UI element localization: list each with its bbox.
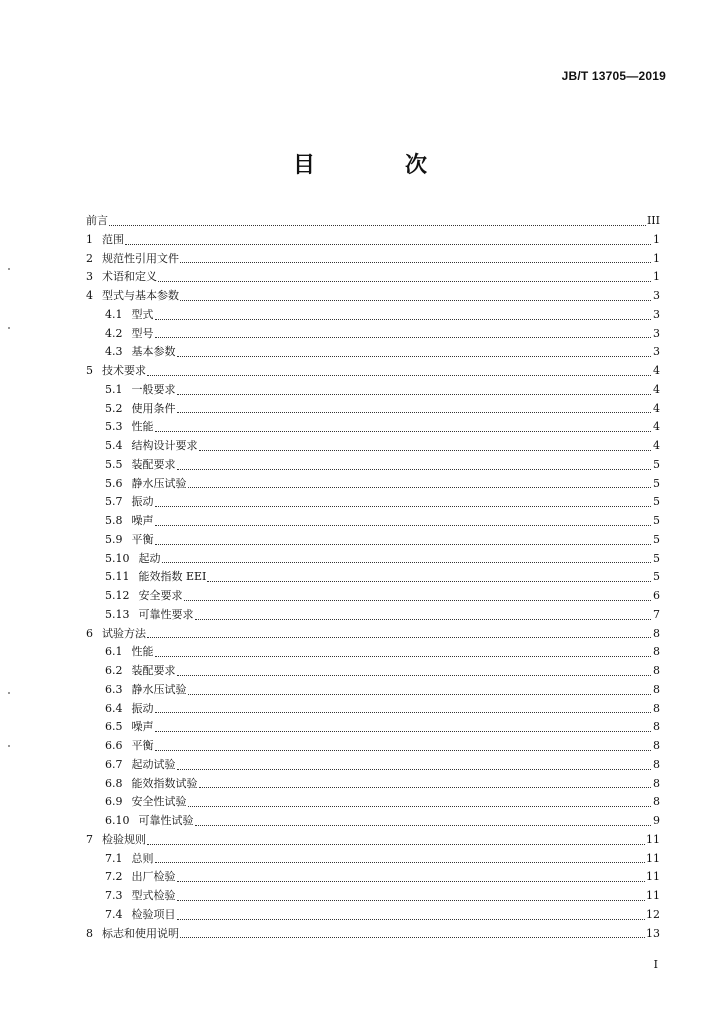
- toc-entry[interactable]: [86, 268, 660, 287]
- toc-entry[interactable]: [86, 812, 660, 831]
- toc-entry[interactable]: [86, 831, 660, 850]
- toc-entry-number: 7.3: [105, 889, 123, 902]
- toc-entry[interactable]: [86, 700, 660, 719]
- standard-number: JB/T 13705—2019: [561, 69, 666, 83]
- toc-entry-number: 5.4: [105, 439, 123, 452]
- toc-entry-number: 7.2: [105, 870, 123, 884]
- toc-entry-page: 9: [653, 814, 660, 827]
- toc-entry-label: 起动: [138, 551, 161, 565]
- toc-entry[interactable]: [86, 456, 660, 475]
- toc-entry-label: 检验项目: [131, 907, 176, 921]
- toc-entry-label: 安全性试验: [131, 795, 187, 809]
- toc-entry-page: 8: [653, 626, 660, 640]
- toc-entry-label: 前言: [86, 214, 108, 227]
- toc-entry-label: 范围: [102, 232, 124, 246]
- toc-entry-page: 5: [653, 457, 660, 471]
- dot-leader: [180, 300, 651, 301]
- toc-entry-number: 4.2: [105, 326, 123, 340]
- dot-leader: [177, 356, 652, 357]
- dot-leader: [177, 919, 646, 920]
- toc-entry-number: 6: [86, 626, 93, 640]
- toc-entry-number: 3: [86, 270, 93, 284]
- dot-leader: [180, 262, 651, 263]
- toc-entry[interactable]: [86, 306, 660, 325]
- toc-entry[interactable]: [86, 587, 660, 606]
- page-title: 目 次: [292, 153, 461, 178]
- dot-leader: [147, 844, 645, 845]
- toc-entry[interactable]: [86, 418, 660, 437]
- toc-entry-number: 4: [86, 289, 93, 302]
- dot-leader: [155, 544, 652, 545]
- toc-entry-number: 2: [86, 251, 93, 265]
- toc-entry[interactable]: [86, 362, 660, 381]
- toc-entry-page: 8: [653, 795, 660, 809]
- toc-entry-page: 4: [653, 364, 660, 377]
- table-of-contents: [86, 212, 660, 943]
- toc-entry-label: 平衡: [131, 532, 154, 546]
- toc-entry-number: 4.3: [105, 345, 123, 359]
- toc-entry-label: 型式检验: [131, 889, 176, 902]
- toc-entry[interactable]: [86, 531, 660, 550]
- toc-entry-number: 6.7: [105, 757, 123, 771]
- toc-entry-page: 6: [653, 589, 660, 602]
- toc-entry-page: 11: [646, 832, 660, 846]
- dot-leader: [177, 900, 646, 901]
- toc-entry-label: 术语和定义: [102, 270, 157, 284]
- toc-entry-page: 4: [653, 439, 660, 452]
- toc-entry-number: 8: [86, 926, 93, 940]
- toc-entry-label: 试验方法: [102, 626, 146, 640]
- toc-entry-number: 5.9: [105, 532, 123, 546]
- dot-leader: [177, 675, 652, 676]
- dot-leader: [125, 244, 651, 245]
- toc-entry-number: 6.6: [105, 739, 123, 752]
- toc-entry-label: 能效指数 EEI: [138, 570, 207, 584]
- toc-entry-label: 标志和使用说明: [102, 926, 179, 940]
- toc-entry[interactable]: [86, 643, 660, 662]
- toc-entry[interactable]: [86, 662, 660, 681]
- dot-leader: [155, 431, 652, 432]
- toc-entry-number: 6.8: [105, 776, 123, 790]
- margin-speck: [8, 268, 10, 270]
- toc-entry-label: 基本参数: [131, 345, 176, 359]
- dot-leader: [199, 450, 652, 451]
- toc-entry-number: 6.3: [105, 682, 123, 696]
- dot-leader: [188, 487, 652, 488]
- dot-leader: [155, 506, 652, 507]
- toc-entry[interactable]: [86, 718, 660, 737]
- toc-entry[interactable]: [86, 437, 660, 456]
- toc-entry-page: 8: [653, 720, 660, 734]
- toc-entry-page: 8: [653, 645, 660, 659]
- dot-leader: [177, 412, 652, 413]
- dot-leader: [158, 281, 651, 282]
- toc-entry[interactable]: [86, 756, 660, 775]
- toc-entry-page: 5: [653, 551, 660, 565]
- toc-entry-label: 噪声: [131, 720, 154, 734]
- toc-entry-page: 4: [653, 382, 660, 396]
- toc-entry[interactable]: [86, 512, 660, 531]
- dot-leader: [195, 619, 652, 620]
- toc-entry-number: 5.8: [105, 514, 123, 527]
- toc-entry-page: 7: [653, 607, 660, 621]
- toc-entry-page: III: [646, 214, 660, 227]
- dot-leader: [195, 825, 652, 826]
- toc-entry-page: 8: [653, 701, 660, 715]
- margin-speck: [8, 327, 10, 329]
- dot-leader: [177, 469, 652, 470]
- toc-entry-page: 4: [653, 420, 660, 434]
- toc-entry[interactable]: [86, 343, 660, 362]
- dot-leader: [177, 881, 646, 882]
- toc-entry[interactable]: [86, 925, 660, 944]
- toc-entry-page: 8: [653, 682, 660, 696]
- dot-leader: [188, 806, 652, 807]
- toc-entry[interactable]: [86, 850, 660, 869]
- toc-entry[interactable]: [86, 287, 660, 306]
- dot-leader: [177, 769, 652, 770]
- toc-entry-number: 5.7: [105, 495, 123, 509]
- toc-entry-number: 7.4: [105, 907, 123, 921]
- toc-entry-label: 能效指数试验: [131, 776, 198, 790]
- toc-entry-label: 可靠性要求: [138, 607, 194, 621]
- toc-entry-page: 3: [653, 289, 660, 302]
- toc-entry-label: 平衡: [131, 739, 154, 752]
- toc-entry-label: 可靠性试验: [138, 814, 194, 827]
- dot-leader: [147, 637, 651, 638]
- toc-entry-label: 振动: [131, 701, 154, 715]
- dot-leader: [155, 731, 652, 732]
- dot-leader: [155, 319, 652, 320]
- toc-entry[interactable]: [86, 568, 660, 587]
- toc-entry-number: 6.5: [105, 720, 123, 734]
- toc-entry-number: 5.2: [105, 401, 123, 415]
- toc-entry-label: 总则: [131, 851, 154, 865]
- toc-entry-page: 3: [653, 326, 660, 340]
- toc-entry-label: 起动试验: [131, 757, 176, 771]
- margin-speck: [8, 692, 10, 694]
- toc-entry-number: 6.2: [105, 664, 123, 677]
- toc-entry-page: 4: [653, 401, 660, 415]
- toc-entry-page: 3: [653, 307, 660, 321]
- toc-entry-page: 11: [646, 851, 660, 865]
- toc-entry[interactable]: [86, 325, 660, 344]
- dot-leader: [155, 862, 646, 863]
- toc-entry[interactable]: [86, 775, 660, 794]
- toc-entry[interactable]: [86, 625, 660, 644]
- toc-entry[interactable]: [86, 231, 660, 250]
- toc-entry-page: 11: [646, 870, 660, 884]
- toc-entry-label: 性能: [131, 420, 154, 434]
- toc-entry-label: 型号: [131, 326, 154, 340]
- toc-entry-page: 1: [653, 270, 660, 284]
- toc-entry-page: 8: [653, 776, 660, 790]
- toc-entry-page: 8: [653, 757, 660, 771]
- toc-entry-label: 检验规则: [102, 832, 146, 846]
- toc-entry-page: 1: [653, 251, 660, 265]
- toc-entry-page: 5: [653, 570, 660, 584]
- toc-entry-number: 6.9: [105, 795, 123, 809]
- toc-entry-number: 5.13: [105, 607, 130, 621]
- toc-entry-number: 6.1: [105, 645, 123, 659]
- toc-entry-label: 使用条件: [131, 401, 176, 415]
- toc-entry-number: 5.1: [105, 382, 123, 396]
- toc-entry-number: 5.12: [105, 589, 130, 602]
- toc-entry[interactable]: [86, 550, 660, 569]
- toc-entry-label: 型式: [131, 307, 154, 321]
- dot-leader: [188, 694, 652, 695]
- toc-entry-number: 5.11: [105, 570, 130, 584]
- toc-entry-label: 噪声: [131, 514, 154, 527]
- toc-entry[interactable]: [86, 793, 660, 812]
- toc-entry-label: 出厂检验: [131, 870, 176, 884]
- toc-entry[interactable]: [86, 493, 660, 512]
- toc-entry-label: 安全要求: [138, 589, 183, 602]
- dot-leader: [180, 937, 645, 938]
- toc-entry[interactable]: [86, 475, 660, 494]
- toc-entry-page: 5: [653, 514, 660, 527]
- toc-entry-number: 5.3: [105, 420, 123, 434]
- toc-entry-label: 一般要求: [131, 382, 176, 396]
- dot-leader: [109, 225, 646, 226]
- toc-entry-label: 规范性引用文件: [102, 251, 179, 265]
- toc-entry-page: 5: [653, 495, 660, 509]
- dot-leader: [155, 656, 652, 657]
- toc-entry-label: 静水压试验: [131, 476, 187, 490]
- toc-entry-label: 技术要求: [102, 364, 146, 377]
- toc-entry[interactable]: [86, 250, 660, 269]
- toc-entry[interactable]: [86, 400, 660, 419]
- toc-entry-page: 5: [653, 532, 660, 546]
- toc-entry[interactable]: [86, 681, 660, 700]
- toc-entry-label: 型式与基本参数: [102, 289, 179, 302]
- dot-leader: [155, 525, 652, 526]
- toc-entry-label: 结构设计要求: [131, 439, 198, 452]
- toc-entry[interactable]: [86, 212, 660, 231]
- toc-entry-page: 8: [653, 664, 660, 677]
- dot-leader: [184, 600, 652, 601]
- toc-entry-number: 1: [86, 232, 93, 246]
- toc-entry-number: 5.10: [105, 551, 130, 565]
- toc-entry-number: 7.1: [105, 851, 123, 865]
- toc-entry-number: 7: [86, 832, 93, 846]
- dot-leader: [199, 787, 652, 788]
- toc-entry-number: 5: [86, 364, 93, 377]
- dot-leader: [162, 562, 652, 563]
- toc-entry-label: 性能: [131, 645, 154, 659]
- dot-leader: [147, 375, 651, 376]
- dot-leader: [155, 712, 652, 713]
- toc-entry-number: 4.1: [105, 307, 123, 321]
- toc-entry-number: 5.5: [105, 457, 123, 471]
- toc-entry[interactable]: [86, 606, 660, 625]
- toc-entry-number: 6.10: [105, 814, 130, 827]
- dot-leader: [155, 750, 652, 751]
- margin-speck: [8, 745, 10, 747]
- toc-entry-page: 12: [646, 907, 660, 921]
- toc-entry-label: 静水压试验: [131, 682, 187, 696]
- toc-entry[interactable]: [86, 887, 660, 906]
- dot-leader: [207, 581, 651, 582]
- toc-entry-page: 3: [653, 345, 660, 359]
- toc-entry-label: 振动: [131, 495, 154, 509]
- toc-entry-label: 装配要求: [131, 664, 176, 677]
- toc-entry-number: 6.4: [105, 701, 123, 715]
- toc-entry-page: 11: [646, 889, 660, 902]
- toc-entry-page: 8: [653, 739, 660, 752]
- dot-leader: [177, 394, 652, 395]
- toc-entry-page: 5: [653, 476, 660, 490]
- toc-entry-number: 5.6: [105, 476, 123, 490]
- dot-leader: [155, 337, 652, 338]
- toc-entry-label: 装配要求: [131, 457, 176, 471]
- toc-entry-page: 1: [653, 232, 660, 246]
- toc-entry[interactable]: [86, 381, 660, 400]
- page-number: I: [653, 958, 658, 971]
- toc-entry[interactable]: [86, 906, 660, 925]
- toc-entry[interactable]: [86, 868, 660, 887]
- toc-entry[interactable]: [86, 737, 660, 756]
- toc-entry-page: 13: [646, 926, 660, 940]
